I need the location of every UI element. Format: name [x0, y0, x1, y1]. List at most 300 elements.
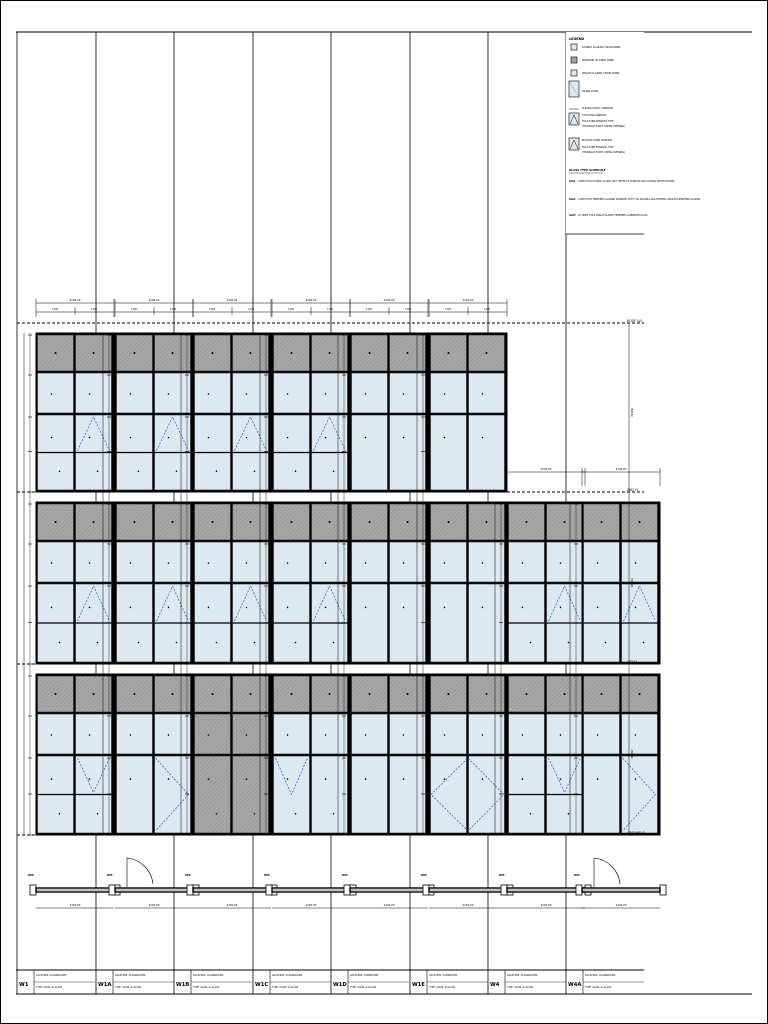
vision-panel [352, 542, 388, 582]
panel-tag [168, 607, 170, 609]
legend-item-label: TILT&TURN WINDOW TYPE [582, 120, 614, 123]
vision-panel [76, 542, 112, 582]
panel-tag [89, 778, 91, 780]
elevation-column-w1b [181, 298, 277, 908]
panel-tag [369, 521, 371, 523]
panel-tag [365, 607, 367, 609]
panel-tag [369, 352, 371, 354]
panel-tag [444, 437, 446, 439]
panel-tag [212, 521, 214, 523]
title-block-w1c [255, 970, 331, 994]
panel-tag [333, 470, 335, 472]
panel-tag [89, 562, 91, 564]
interior-label: INT. [499, 873, 506, 877]
panel-tag [246, 734, 248, 736]
panel-tag [168, 437, 170, 439]
legend-item-label: TILT&TURN WINDOW TYPE [582, 146, 614, 149]
overall-dimension: 2200.00 [69, 299, 81, 302]
legend-item-label: SWING DOOR [582, 90, 599, 93]
window-location: LOCATION: CORRIDORS [350, 974, 379, 977]
title-blocks [16, 970, 644, 994]
panel-tag [635, 778, 637, 780]
pane-dimension: 1100 [444, 308, 452, 311]
window-location: LOCATION: CLASSROOMS [507, 974, 538, 977]
glass-description: 10.76MM THICK SINGLE GLAZED TEMPERED LAMINATED GLASS [578, 214, 648, 217]
panel-tag [482, 778, 484, 780]
panel-tag [365, 778, 367, 780]
pane-dimension: 1100 [51, 308, 59, 311]
level-label: ROOF LVL [627, 319, 643, 323]
panel-tag [287, 734, 289, 736]
panel-tag [172, 521, 174, 523]
interior-label: INT. [28, 873, 35, 877]
panel-tag [407, 521, 409, 523]
panel-tag [97, 642, 99, 644]
panel-tag [168, 778, 170, 780]
window-code: W1 [19, 982, 29, 988]
window-type: TYPE: ALUM. & GLASS [350, 986, 377, 989]
panel-tag [605, 642, 607, 644]
panel-tag [530, 813, 532, 815]
plan-jamb [423, 885, 429, 895]
plan-jamb [501, 885, 507, 895]
overall-dimension: 2200.00 [383, 299, 395, 302]
panel-tag [444, 393, 446, 395]
panel-tag [51, 778, 53, 780]
panel-tag [130, 562, 132, 564]
overall-dimension: 2200.00 [226, 299, 238, 302]
panel-tag [51, 734, 53, 736]
glass-code: GL03 [569, 214, 576, 217]
overall-dimension: 2200.00 [305, 299, 317, 302]
vision-panel [352, 373, 388, 413]
panel-tag [365, 562, 367, 564]
panel-tag [295, 470, 297, 472]
legend-item-label: (TRIANGLE POINT: SWING OPENING) [582, 151, 626, 154]
panel-tag [568, 642, 570, 644]
lower-panel [352, 756, 388, 833]
vision-panel [155, 714, 191, 754]
panel-tag [486, 521, 488, 523]
window-location: LOCATION: CLASSROOMS [585, 974, 616, 977]
title-block-w1a [98, 970, 174, 994]
panel-tag [639, 521, 641, 523]
vision-panel [274, 714, 310, 754]
vision-panel [195, 714, 231, 754]
vision-panel-icon [571, 44, 577, 50]
vision-panel [431, 373, 467, 413]
pane-dimension: 1100 [130, 308, 138, 311]
overall-dimension: 2200.00 [462, 299, 474, 302]
vision-panel [312, 542, 348, 582]
window-code: W1D [333, 982, 347, 988]
legend-box [566, 32, 644, 234]
panel-tag [287, 562, 289, 564]
panel-tag [564, 693, 566, 695]
vision-panel [509, 714, 545, 754]
lower-panel [117, 756, 153, 833]
panel-tag [329, 693, 331, 695]
panel-tag [287, 778, 289, 780]
panel-tag [55, 693, 57, 695]
panel-tag [59, 813, 61, 815]
lower-panel [469, 415, 505, 490]
panel-tag [530, 642, 532, 644]
pane-dimension: 1100 [208, 308, 216, 311]
panel-tag [448, 693, 450, 695]
panel-tag [212, 352, 214, 354]
overall-dimension: 2200.00 [615, 468, 627, 471]
vision-panel [431, 542, 467, 582]
panel-tag [407, 693, 409, 695]
window-type: TYPE: ALUM. & GLASS [585, 986, 612, 989]
window-type: TYPE: ALUM. & GLASS [507, 986, 534, 989]
spandrel-panel-icon [571, 57, 577, 63]
panel-tag [59, 642, 61, 644]
floor-height-label: 3500.00 [630, 578, 633, 588]
vision-panel [233, 714, 269, 754]
plan-dimension: 2200.00 [305, 904, 317, 907]
plan-jamb [109, 885, 115, 895]
panel-tag [51, 607, 53, 609]
window-location: LOCATION: CLASSROOMS [36, 974, 67, 977]
panel-tag [291, 693, 293, 695]
panel-tag [130, 778, 132, 780]
plan-dimension: 2200.00 [615, 904, 627, 907]
panel-tag [522, 607, 524, 609]
panel-tag [212, 693, 214, 695]
plan-jamb [660, 885, 666, 895]
panel-tag [134, 693, 136, 695]
panel-tag [333, 813, 335, 815]
vision-panel [233, 373, 269, 413]
lower-panel [312, 756, 348, 833]
panel-tag [486, 693, 488, 695]
overall-dimension: 2200.00 [540, 468, 552, 471]
lower-panel [390, 584, 426, 662]
panel-tag [295, 642, 297, 644]
legend-item-label: BOTTOM HUNG WINDOW [582, 139, 612, 142]
lower-panel [155, 756, 191, 833]
panel-tag [403, 734, 405, 736]
window-type: TYPE: ALUM. & GLASS [115, 986, 142, 989]
vision-panel [117, 714, 153, 754]
pane-dimension: 1100 [90, 308, 98, 311]
panel-tag [134, 521, 136, 523]
panel-tag [597, 562, 599, 564]
panel-tag [522, 778, 524, 780]
panel-tag [482, 393, 484, 395]
elevation-column-w1 [24, 298, 120, 908]
lower-panel [469, 756, 505, 833]
vision-panel [312, 373, 348, 413]
vision-panel [469, 714, 505, 754]
plan-jamb [187, 885, 193, 895]
panel-tag [325, 437, 327, 439]
vision-panel [155, 542, 191, 582]
panel-tag [329, 521, 331, 523]
panel-tag [134, 352, 136, 354]
window-code: W4A [568, 982, 582, 988]
window-code: W1C [255, 982, 269, 988]
lower-panel [390, 415, 426, 490]
door-swing-arc [594, 858, 620, 887]
panel-tag [246, 778, 248, 780]
vision-panel [117, 373, 153, 413]
vision-panel [622, 542, 658, 582]
panel-tag [482, 607, 484, 609]
panel-tag [365, 437, 367, 439]
panel-tag [246, 393, 248, 395]
glass-code: GL02 [569, 198, 576, 201]
panel-tag [365, 734, 367, 736]
panel-tag [369, 693, 371, 695]
lower-panel [390, 756, 426, 833]
legend-item-label: SLIDING DOOR / WINDOW [582, 107, 614, 110]
pane-dimension: 1100 [365, 308, 373, 311]
vision-panel [431, 714, 467, 754]
panel-tag [444, 607, 446, 609]
panel-tag [522, 734, 524, 736]
vision-panel [390, 373, 426, 413]
panel-tag [176, 470, 178, 472]
vision-panel [390, 714, 426, 754]
panel-tag [560, 607, 562, 609]
title-block-w4 [490, 970, 566, 994]
panel-tag [325, 734, 327, 736]
floor-height-label: 3500.00 [630, 749, 633, 759]
legend-item-label: (TRIANGLE POINT: SWING OPENING) [582, 125, 626, 128]
panel-tag [208, 437, 210, 439]
panel-tag [403, 562, 405, 564]
panel-tag [526, 693, 528, 695]
window-type: TYPE: ALUM. & GLASS [193, 986, 220, 989]
window-location: LOCATION: CORRIDORS [429, 974, 458, 977]
title-block-w4a [568, 970, 644, 994]
pane-dimension: 1100 [483, 308, 491, 311]
title-block-w1b [176, 970, 252, 994]
window-location: LOCATION: CLASSROOMS [115, 974, 146, 977]
panel-tag [448, 352, 450, 354]
panel-tag [403, 393, 405, 395]
vision-panel [469, 373, 505, 413]
vision-panel [390, 542, 426, 582]
panel-tag [250, 352, 252, 354]
window-location: LOCATION: CLASSROOMS [272, 974, 303, 977]
vision-panel [584, 542, 620, 582]
panel-tag [287, 437, 289, 439]
panel-tag [89, 393, 91, 395]
glass-schedule-title: GLASS TYPE SCHEDULE [569, 168, 606, 172]
title-block-w1e [412, 970, 488, 994]
vision-panel [195, 373, 231, 413]
panel-tag [482, 437, 484, 439]
window-code: W4 [490, 982, 500, 988]
vision-panel [76, 373, 112, 413]
panel-tag [325, 393, 327, 395]
panel-tag [216, 470, 218, 472]
panel-tag [246, 437, 248, 439]
panel-tag [597, 778, 599, 780]
window-location: LOCATION: CLASSROOMS [193, 974, 224, 977]
plan-dimension: 2200.00 [69, 904, 81, 907]
level-label: 2ND FL [627, 488, 639, 492]
panel-tag [643, 642, 645, 644]
window-code: W1B [176, 982, 190, 988]
panel-tag [486, 352, 488, 354]
panel-tag [403, 607, 405, 609]
window-type: TYPE: ALUM. & GLASS [429, 986, 456, 989]
panel-tag [216, 642, 218, 644]
overall-dimension: 2200.00 [148, 299, 160, 302]
panel-tag [597, 607, 599, 609]
panel-tag [176, 642, 178, 644]
panel-tag [246, 562, 248, 564]
plan-jamb [344, 885, 350, 895]
vision-panel [38, 373, 74, 413]
vision-panel [547, 714, 583, 754]
panel-tag [246, 607, 248, 609]
panel-tag [560, 778, 562, 780]
vision-panel [274, 542, 310, 582]
panel-tag [51, 437, 53, 439]
lower-panel [431, 584, 467, 662]
panel-tag [130, 734, 132, 736]
elevation-column-w1d [338, 298, 434, 908]
panel-tag [250, 693, 252, 695]
panel-tag [89, 607, 91, 609]
window-code: W1A [98, 982, 112, 988]
panel-tag [138, 642, 140, 644]
panel-tag [287, 393, 289, 395]
vision-panel [352, 714, 388, 754]
glass-description: 24MM THICK DOUBLE GLAZED UNIT. REFER TO WINDOW AND GLAZING SPECIFICATIONS [578, 180, 675, 183]
interior-label: INT. [264, 873, 271, 877]
panel-tag [208, 393, 210, 395]
vision-panel [117, 542, 153, 582]
vision-panel [584, 714, 620, 754]
panel-tag [168, 734, 170, 736]
panel-tag [403, 778, 405, 780]
panel-tag [93, 521, 95, 523]
elevation-column-w1a [103, 298, 199, 908]
lower-panel [431, 415, 467, 490]
pane-dimension: 1100 [247, 308, 255, 311]
pane-dimension: 1100 [287, 308, 295, 311]
panel-tag [526, 521, 528, 523]
panel-tag [97, 470, 99, 472]
lower-panel [584, 756, 620, 833]
vision-panel [312, 714, 348, 754]
interior-label: INT. [342, 873, 349, 877]
panel-tag [448, 521, 450, 523]
panel-tag [216, 813, 218, 815]
panel-tag [365, 393, 367, 395]
vision-panel [38, 714, 74, 754]
legend-title: LEGEND [569, 37, 585, 41]
single-panel-icon [571, 70, 577, 76]
panel-tag [254, 642, 256, 644]
pane-dimension: 1100 [326, 308, 334, 311]
elevation-columns [24, 298, 666, 908]
panel-tag [560, 562, 562, 564]
lower-panel [622, 756, 658, 833]
title-block-w1 [19, 970, 95, 994]
panel-tag [444, 778, 446, 780]
panel-tag [482, 734, 484, 736]
panel-tag [172, 352, 174, 354]
elevation-column-w1c [260, 298, 356, 908]
plan-dimension: 2200.00 [540, 904, 552, 907]
panel-tag [208, 607, 210, 609]
panel-tag [333, 642, 335, 644]
window-type: TYPE: ALUM. & GLASS [272, 986, 299, 989]
panel-tag [130, 607, 132, 609]
vision-panel [76, 714, 112, 754]
panel-tag [55, 521, 57, 523]
panel-tag [55, 352, 57, 354]
panel-tag [639, 693, 641, 695]
panel-tag [482, 562, 484, 564]
pane-dimension: 1100 [169, 308, 177, 311]
window-code: W1E [412, 982, 425, 988]
panel-tag [325, 607, 327, 609]
elevation-column-w1e [417, 298, 513, 908]
plan-jamb [576, 885, 582, 895]
panel-tag [168, 393, 170, 395]
plan-jamb [30, 885, 36, 895]
panel-tag [564, 521, 566, 523]
panel-tag [444, 562, 446, 564]
panel-tag [295, 813, 297, 815]
title-block-w1d [333, 970, 409, 994]
panel-tag [97, 813, 99, 815]
lower-panel [431, 756, 467, 833]
panel-tag [51, 393, 53, 395]
panel-tag [254, 813, 256, 815]
lower-panel [352, 584, 388, 662]
legend-item-label: TOP HUNG WINDOW [582, 114, 607, 117]
panel-tag [89, 734, 91, 736]
panel-tag [130, 437, 132, 439]
panel-tag [601, 693, 603, 695]
window-type: TYPE: ALUM. & GLASS [36, 986, 63, 989]
panel-tag [208, 734, 210, 736]
panel-tag [407, 352, 409, 354]
glass-description: 10MM THICK TEMPERED GLAZING SPANDREL WITH FOIL BACKING AND THERMAL INSULATION BEHIND GLAZING [578, 198, 701, 201]
vision-panel [509, 542, 545, 582]
legend-item-label: SPANDREL GLAZING PANEL [582, 59, 615, 62]
vision-panel [622, 714, 658, 754]
panel-tag [130, 393, 132, 395]
interior-label: INT. [421, 873, 428, 877]
panel-tag [93, 693, 95, 695]
panel-tag [59, 470, 61, 472]
door-swing-arc [127, 858, 153, 887]
elevation-column-w4a [570, 467, 666, 908]
vision-panel [195, 542, 231, 582]
panel-tag [635, 607, 637, 609]
pane-dimension: 1100 [404, 308, 412, 311]
panel-tag [325, 778, 327, 780]
panel-tag [51, 562, 53, 564]
panel-tag [568, 813, 570, 815]
panel-tag [403, 437, 405, 439]
panel-tag [444, 734, 446, 736]
panel-tag [597, 734, 599, 736]
panel-tag [522, 562, 524, 564]
panel-tag [250, 521, 252, 523]
